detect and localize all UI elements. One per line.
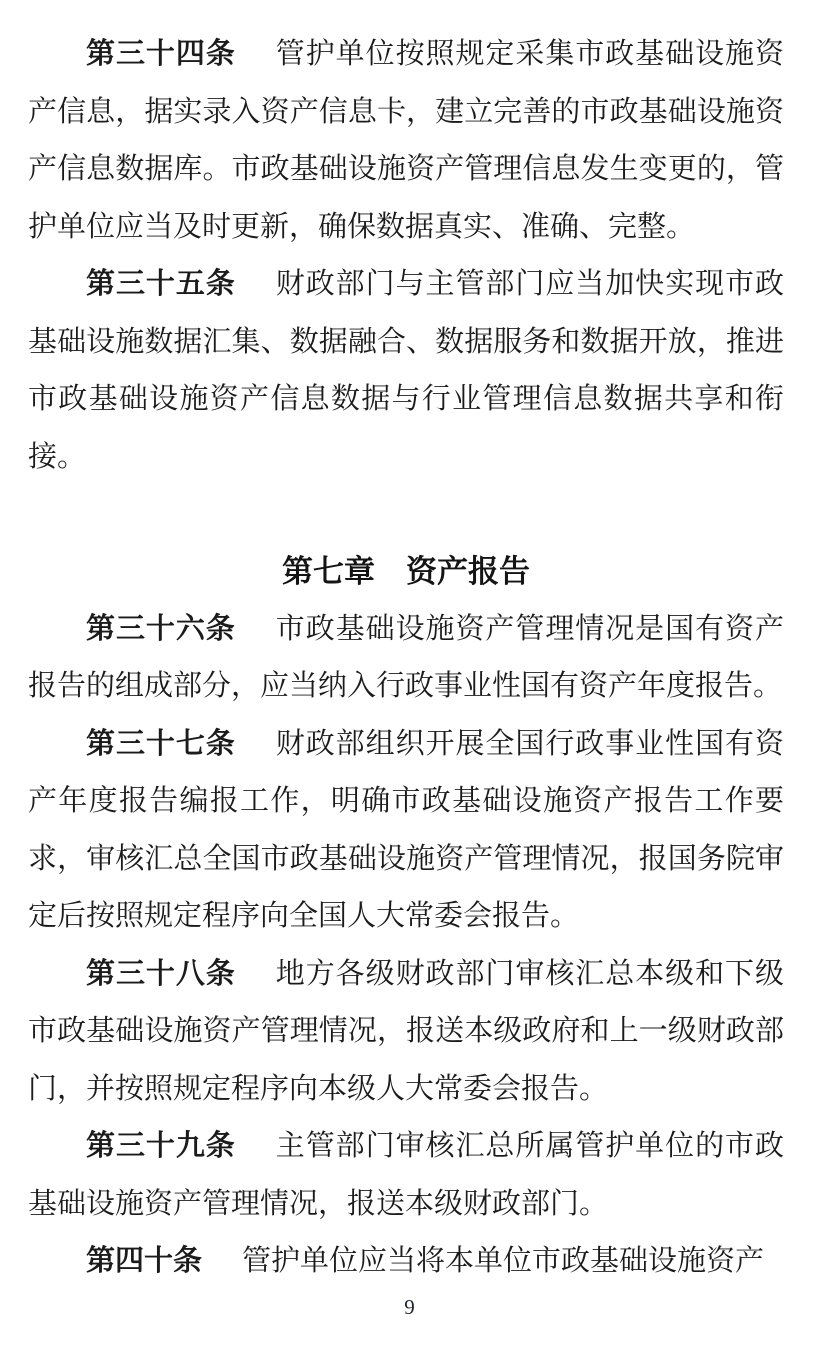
- article-number: 第三十六条: [86, 612, 236, 645]
- article-text: 地方各级财政部门审核汇总本级和下级市政基础设施资产管理情况，报送本级政府和上一级财政部门，并按照规定程序向本级人大常委会报告。: [28, 957, 784, 1105]
- article-text: 管护单位按照规定采集市政基础设施资产信息，据实录入资产信息卡，建立完善的市政基础设施资产信息数据库。市政基础设施资产管理信息发生变更的，管护单位应当及时更新，确保数据真实、准确、完整。: [28, 38, 784, 243]
- article-paragraph: [28, 26, 784, 256]
- article-number: 第三十八条: [86, 957, 236, 990]
- article-paragraph: [28, 716, 784, 946]
- article-number: 第三十五条: [86, 268, 236, 300]
- chapter-heading: [28, 543, 784, 601]
- article-number: 第三十九条: [86, 1130, 236, 1162]
- chapter-title: 资产报告: [406, 554, 530, 589]
- article-number: 第三十七条: [86, 727, 236, 760]
- article-paragraph: [28, 946, 784, 1119]
- article-text: 管护单位应当将本单位市政基础设施资产: [242, 1245, 765, 1277]
- page-number: 9: [404, 1295, 415, 1319]
- article-text: 财政部门与主管部门应当加快实现市政基础设施数据汇集、数据融合、数据服务和数据开放，推进市政基础设施资产信息数据与行业管理信息数据共享和衔接。: [28, 268, 784, 473]
- article-text: 财政部组织开展全国行政事业性国有资产年度报告编报工作，明确市政基础设施资产报告工作要求，审核汇总全国市政基础设施资产管理情况，报国务院审定后按照规定程序向全国人大常委会报告。: [28, 727, 784, 932]
- article-number: 第四十条: [86, 1245, 203, 1277]
- article-paragraph: [28, 601, 784, 716]
- article-number: 第三十四条: [86, 38, 236, 70]
- article-paragraph: [28, 1233, 784, 1291]
- article-paragraph: [28, 1118, 784, 1233]
- chapter-number: 第七章: [282, 554, 375, 589]
- article-text: 市政基础设施资产管理情况是国有资产报告的组成部分，应当纳入行政事业性国有资产年度报告。: [28, 612, 784, 702]
- article-text: 主管部门审核汇总所属管护单位的市政基础设施资产管理情况，报送本级财政部门。: [28, 1130, 784, 1220]
- article-paragraph: [28, 256, 784, 486]
- body-text: [28, 26, 784, 1291]
